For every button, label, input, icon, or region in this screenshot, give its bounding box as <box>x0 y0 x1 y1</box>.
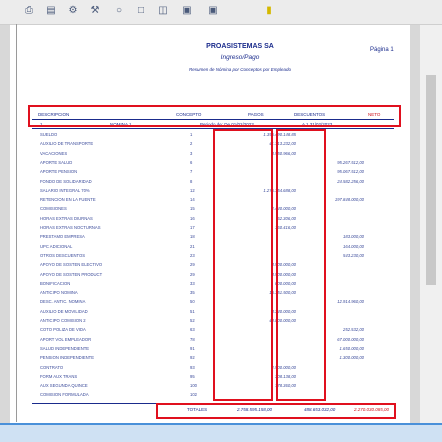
print-icon[interactable]: ⎙ <box>25 5 33 16</box>
concept-description: APORTE PENSION <box>40 169 78 175</box>
concept-code: 91 <box>190 345 195 351</box>
totals-pagos: 2.758.595.158,00 <box>237 407 273 412</box>
concept-code: 50 <box>190 299 195 305</box>
concept-code: 1 <box>190 132 193 137</box>
scrollbar-thumb[interactable] <box>426 75 436 285</box>
concept-code: 102 <box>190 392 197 398</box>
concept-description: SUELDO <box>40 132 58 137</box>
concept-code: 12 <box>190 187 195 193</box>
concept-description: PRESTAMO EMPRESA <box>40 234 85 240</box>
window-icon[interactable]: ▣ <box>208 5 218 16</box>
concept-descuentos: 1.300.000,00 <box>339 355 364 361</box>
concept-pagos: 1.355.490.148.85 <box>263 132 296 137</box>
tools-icon[interactable]: ⚒ <box>90 5 100 16</box>
concept-pagos: 41.713.232,00 <box>269 141 296 147</box>
concept-pagos: 1.276.754.688,00 <box>263 187 296 193</box>
concept-descuentos: 24.582.256,00 <box>337 178 364 184</box>
report-page <box>10 25 410 423</box>
concept-code: 14 <box>190 197 195 203</box>
concept-pagos: 4.500.000,00 <box>271 271 296 277</box>
concept-description: COTO POLIZA DE VIDA <box>40 327 86 333</box>
concept-code: 51 <box>190 308 195 314</box>
concept-descuentos: 543.230,00 <box>343 252 364 258</box>
totals-descuentos: 488.653.032,00 <box>304 407 336 412</box>
concept-pagos: 800.000,00 <box>275 280 296 286</box>
concept-pagos: 15.151.500,00 <box>269 290 296 296</box>
concept-code: 6 <box>190 159 193 165</box>
concept-description: COMISION FORMULADA <box>40 392 89 398</box>
highlight-header-box <box>28 105 401 127</box>
page-icon[interactable]: □ <box>137 5 145 16</box>
concept-code: 100 <box>190 383 197 389</box>
concept-code: 35 <box>190 290 195 296</box>
concept-description: UPC ADICIONAL <box>40 243 73 249</box>
concept-pagos: 308.138,00 <box>275 373 296 379</box>
concept-description: HORAS EXTRAS DIURNAS <box>40 215 93 221</box>
print-setup-icon[interactable]: ⚙ <box>68 5 78 16</box>
company-name: PROASISTEMAS SA <box>206 43 274 50</box>
concept-pagos: 778.360,00 <box>275 383 296 389</box>
concept-pagos: 62.306,00 <box>277 215 296 221</box>
concept-description: CONTRATO <box>40 364 64 370</box>
highlight-descuentos-box <box>276 129 326 401</box>
highlight-totals-box <box>156 403 396 419</box>
concept-code: 18 <box>190 234 195 240</box>
concept-description: BONIFICACION <box>40 280 71 286</box>
concept-pagos: 40.000.000,00 <box>269 318 296 323</box>
concept-description: SALARIO INTEGRAL 70% <box>40 187 90 193</box>
concept-description: AUXILIO DE TRANSPORTE <box>40 141 94 147</box>
totals-label: TOTALES <box>187 407 208 412</box>
concept-code: 33 <box>190 280 195 286</box>
col-descripcion: DESCRIPCION <box>38 112 70 117</box>
concept-code: 92 <box>190 355 195 361</box>
concept-code: 52 <box>190 318 195 323</box>
highlight-pagos-box <box>213 129 273 401</box>
concept-description: AUXILIO DE MOVILIDAD <box>40 308 88 314</box>
toolbar <box>0 0 442 25</box>
concept-code: 29 <box>190 271 195 277</box>
concept-code: 7 <box>190 169 193 175</box>
col-descuentos: DESCUENTOS <box>294 112 326 117</box>
concept-description: HORAS EXTRAS NOCTURNAS <box>40 225 101 230</box>
concept-code: 63 <box>190 327 195 333</box>
concept-pagos: 2.440.000,00 <box>271 206 296 212</box>
concept-code: 93 <box>190 364 195 370</box>
concept-code: 21 <box>190 243 195 249</box>
concept-code: 8 <box>190 178 193 184</box>
concept-descuentos: 95.067.512,00 <box>337 169 364 175</box>
col-concepto: CONCEPTO <box>176 112 202 117</box>
concept-pagos: 4.340.000,00 <box>271 308 296 314</box>
concept-descuentos: 252.532,00 <box>343 327 364 333</box>
nomina-period: Periodo de: De 01/02/2023 <box>200 122 254 127</box>
concept-descuentos: 164.000,00 <box>343 243 364 249</box>
page-number: Página 1 <box>370 47 394 53</box>
concept-code: 3 <box>190 150 193 156</box>
concept-description: SALUD INDEPENDIENTE <box>40 345 90 351</box>
concept-description: FONDO DE SOLIDARIDAD <box>40 178 92 184</box>
concept-code: 16 <box>190 215 195 221</box>
concept-pagos: 4.500.000,00 <box>271 262 296 268</box>
concept-description: ANTICIPO COMISION 2 <box>40 318 86 323</box>
nomina-name: NOMINA 1 <box>110 122 132 127</box>
totals-neto: 2.270.030.085,00 <box>354 407 390 412</box>
concept-code: 2 <box>190 141 193 147</box>
book-icon[interactable]: ▮ <box>266 5 272 16</box>
concept-pagos: 8.550.966,00 <box>271 150 296 156</box>
concept-descuentos: 12.914.960,00 <box>337 299 364 305</box>
nomina-number: 1 <box>40 122 43 127</box>
concept-description: ANTICIPO NOMINA <box>40 290 78 296</box>
concept-description: APOYO DE SOSTEN ELECTIVO <box>40 262 103 268</box>
concept-descuentos: 67.000.000,00 <box>337 336 364 342</box>
col-neto: NETO <box>368 112 381 117</box>
concept-description: RETENCION EN LA FUENTE <box>40 197 96 203</box>
concept-description: APOYO DE SOSTEN PRODUCT <box>40 271 103 277</box>
print-preview-icon[interactable]: ▤ <box>46 5 56 16</box>
concept-description: VACACIONES <box>40 150 68 156</box>
concept-description: COMISIONES <box>40 206 67 212</box>
concept-code: 17 <box>190 225 195 230</box>
concept-description: APORTE SALUD <box>40 159 73 165</box>
folder-open-icon[interactable]: ◫ <box>158 5 168 16</box>
concept-code: 95 <box>190 373 195 379</box>
col-pagos: PAGOS <box>248 112 264 117</box>
binoculars-icon[interactable]: ○ <box>115 5 123 16</box>
concept-code: 29 <box>190 262 195 268</box>
concept-description: APORT VOL EMPLEADOR <box>40 336 92 342</box>
vertical-scrollbar[interactable] <box>420 25 442 423</box>
report-subtitle: Ingreso/Pago <box>220 54 260 61</box>
concept-description: PENSION INDEPENDIENTE <box>40 355 94 361</box>
concept-descuentos: 1.650.000,00 <box>339 345 364 351</box>
report-description: Resumen de Nómina por Conceptos por Empleado <box>188 67 292 72</box>
concept-code: 78 <box>190 336 195 342</box>
concept-description: OTROS DESCUENTOS <box>40 252 86 258</box>
concept-description: DESC. ANTIC. NOMINA <box>40 299 86 305</box>
status-bar <box>0 423 442 442</box>
concept-descuentos: 197.848.000,00 <box>334 197 364 203</box>
save-icon[interactable]: ▣ <box>182 5 192 16</box>
nomina-period-end: A 1 31/02/2023 <box>302 122 333 127</box>
concept-description: AUX SEGUNDA QUINCE <box>40 383 88 389</box>
concept-pagos: 2.500.000,00 <box>271 364 296 370</box>
report-viewer <box>0 25 442 423</box>
concept-description: FORM AUX TRANS <box>40 373 78 379</box>
concept-pagos: 160.416,00 <box>275 225 296 230</box>
concept-descuentos: 95.267.512,00 <box>337 159 364 165</box>
concept-code: 23 <box>190 252 195 258</box>
concept-descuentos: 183.000,00 <box>343 234 364 240</box>
viewer-divider <box>16 24 17 422</box>
concept-code: 15 <box>190 206 195 212</box>
